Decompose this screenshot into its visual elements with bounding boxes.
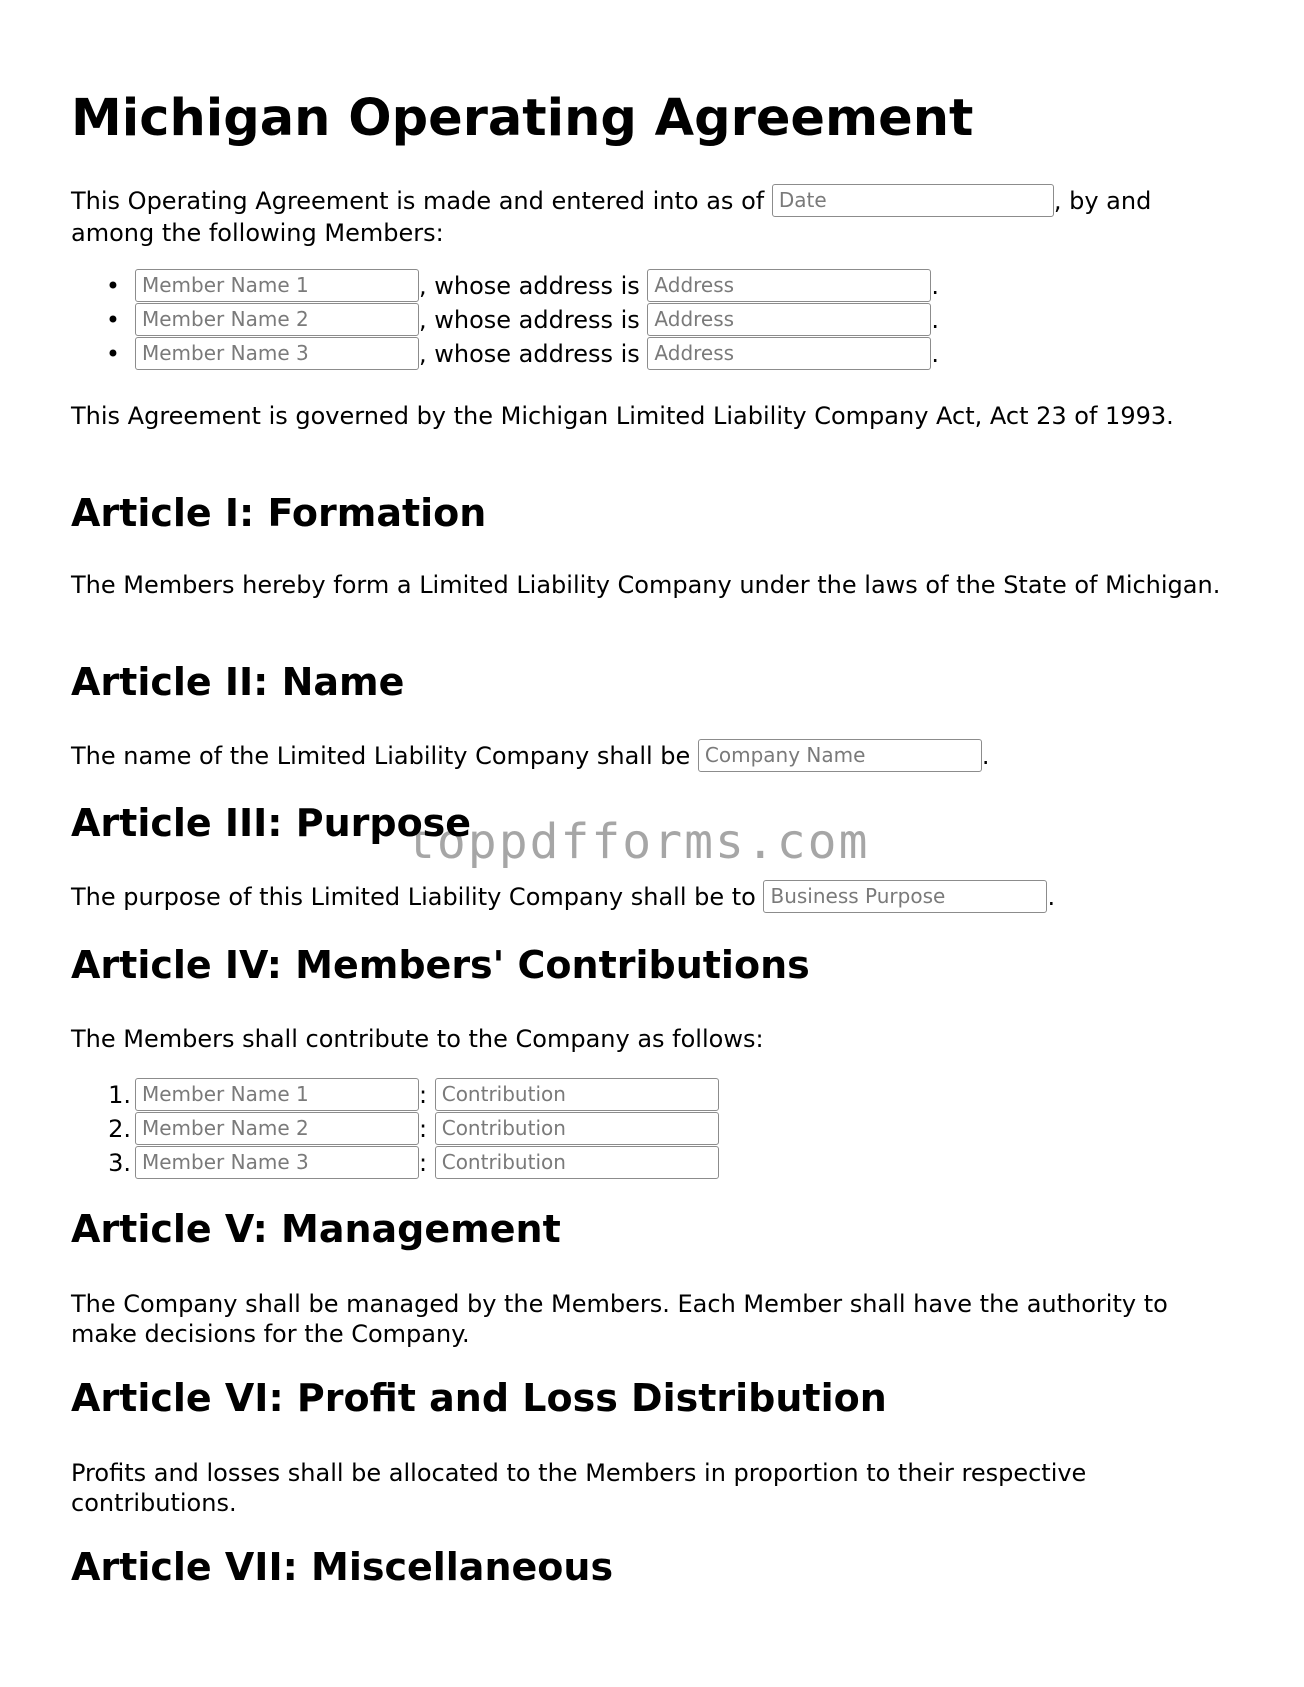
article-4-text: The Members shall contribute to the Company as follows: — [71, 1025, 764, 1053]
contribution-2-field[interactable] — [435, 1112, 719, 1145]
page-title: Michigan Operating Agreement — [71, 89, 974, 148]
list-number: 3. — [108, 1149, 131, 1177]
period: . — [931, 340, 940, 368]
article-1-heading: Article I: Formation — [71, 491, 487, 535]
article-6-heading: Article VI: Profit and Loss Distribution — [71, 1376, 887, 1420]
member-address-label: , whose address is — [419, 272, 640, 300]
period: . — [931, 306, 940, 334]
article-3-heading: Article III: Purpose — [71, 801, 472, 845]
contribution-member-2-field[interactable] — [135, 1112, 419, 1145]
article-5-text: The Company shall be managed by the Members. Each Member shall have the authority to make decisions for the Company. — [71, 1290, 1168, 1348]
list-number: 1. — [108, 1081, 131, 1109]
article-5-heading: Article V: Management — [71, 1207, 561, 1251]
article-3-line — [71, 882, 1055, 913]
intro-text: This Operating Agreement is made and entered into as of — [71, 187, 765, 215]
article-2-heading: Article II: Name — [71, 660, 405, 704]
member-address-label: , whose address is — [419, 306, 640, 334]
contribution-member-3-field[interactable] — [135, 1146, 419, 1179]
bullet-icon: • — [105, 272, 121, 300]
article-4-heading: Article IV: Members' Contributions — [71, 943, 810, 987]
member-address-label: , whose address is — [419, 340, 640, 368]
period: . — [931, 272, 940, 300]
member-name-2-field[interactable] — [135, 303, 419, 336]
article-2-line — [71, 741, 990, 772]
period: . — [981, 742, 990, 770]
member-address-2-field[interactable] — [647, 303, 931, 336]
bullet-icon: • — [105, 340, 121, 368]
member-name-1-field[interactable] — [135, 269, 419, 302]
company-name-field[interactable] — [698, 739, 982, 772]
member-name-3-field[interactable] — [135, 337, 419, 370]
colon: : — [419, 1149, 428, 1177]
list-number: 2. — [108, 1115, 131, 1143]
article-1-text: The Members hereby form a Limited Liability Company under the laws of the State of Michigan. — [71, 571, 1221, 599]
article-6-text: Profits and losses shall be allocated to the Members in proportion to their respective contributions. — [71, 1459, 1087, 1517]
colon: : — [419, 1081, 428, 1109]
member-address-1-field[interactable] — [647, 269, 931, 302]
contribution-1-field[interactable] — [435, 1078, 719, 1111]
intro-line-2: among the following Members: — [71, 219, 444, 247]
bullet-icon: • — [105, 306, 121, 334]
contribution-3-field[interactable] — [435, 1146, 719, 1179]
business-purpose-field[interactable] — [763, 880, 1047, 913]
contribution-member-1-field[interactable] — [135, 1078, 419, 1111]
intro-text-after: , by and — [1053, 187, 1152, 215]
article-3-text: The purpose of this Limited Liability Company shall be to — [71, 883, 756, 911]
article-7-heading: Article VII: Miscellaneous — [71, 1545, 614, 1589]
period: . — [1047, 883, 1056, 911]
intro-line-1 — [71, 186, 1151, 217]
article-2-text: The name of the Limited Liability Company shall be — [71, 742, 691, 770]
date-field[interactable] — [772, 184, 1054, 217]
governing-text: This Agreement is governed by the Michigan Limited Liability Company Act, Act 23 of 1993. — [71, 402, 1174, 430]
colon: : — [419, 1115, 428, 1143]
watermark: toppdfforms.com — [406, 814, 870, 870]
member-address-3-field[interactable] — [647, 337, 931, 370]
